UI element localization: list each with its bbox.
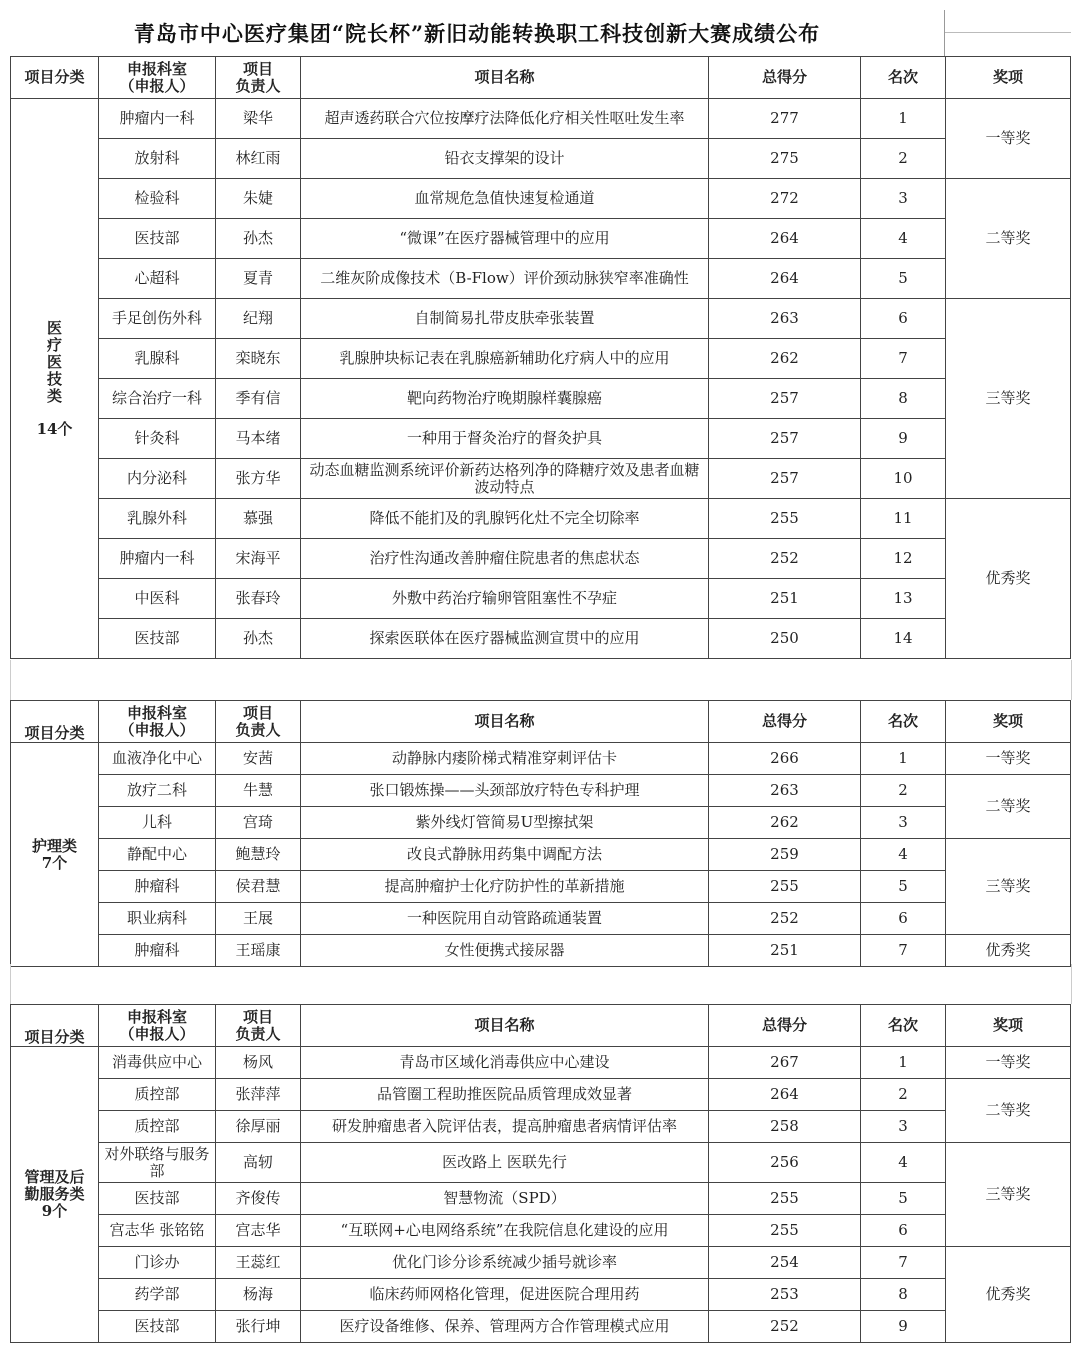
project-cell: 医改路上 医联先行 [301,1143,709,1183]
table-row [11,99,1071,139]
score-cell: 255 [709,1183,861,1215]
score-cell: 254 [709,1247,861,1279]
dept-cell: 医技部 [99,619,216,659]
lead-cell: 张方华 [216,459,301,499]
award-cell: 优秀奖 [946,1247,1071,1343]
project-cell: 铅衣支撑架的设计 [301,139,709,179]
project-cell: 外敷中药治疗输卵管阻塞性不孕症 [301,579,709,619]
award-cell: 三等奖 [946,1143,1071,1247]
project-cell: 动静脉内瘘阶梯式精准穿刺评估卡 [301,743,709,775]
dept-cell: 质控部 [99,1079,216,1111]
dept-cell: 内分泌科 [99,459,216,499]
project-cell: 智慧物流（SPD） [301,1183,709,1215]
dept-cell: 检验科 [99,179,216,219]
table-row [11,539,1071,579]
rank-cell: 7 [861,339,946,379]
header-project: 项目名称 [301,701,709,743]
score-cell: 258 [709,1111,861,1143]
header-dept [99,701,216,743]
score-cell: 252 [709,539,861,579]
dept-cell: 对外联络与服务部 [99,1143,216,1183]
score-cell: 256 [709,1143,861,1183]
table-row [11,1111,1071,1143]
lead-cell: 朱婕 [216,179,301,219]
category-name [13,320,96,405]
rank-cell: 9 [861,419,946,459]
header-dept-line1: 申报科室 [126,59,187,78]
award-cell: 优秀奖 [946,499,1071,659]
project-cell: 紫外线灯管简易U型擦拭架 [301,807,709,839]
dept-cell: 中医科 [99,579,216,619]
rank-cell: 2 [861,1079,946,1111]
rank-cell: 6 [861,1215,946,1247]
table-row [11,935,1071,967]
dept-cell: 放射科 [99,139,216,179]
header-lead [216,57,301,99]
project-cell: 一种用于督灸治疗的督灸护具 [301,419,709,459]
table-row [11,775,1071,807]
table-row [11,1215,1071,1247]
score-cell: 264 [709,1079,861,1111]
rank-cell: 11 [861,499,946,539]
lead-cell: 侯君慧 [216,871,301,903]
rank-cell: 12 [861,539,946,579]
lead-cell: 鲍慧玲 [216,839,301,871]
dept-cell: 针灸科 [99,419,216,459]
project-cell: 自制简易扎带皮肤牵张装置 [301,299,709,339]
table-row [11,871,1071,903]
category-char: 医 [46,352,62,371]
lead-cell: 梁华 [216,99,301,139]
award-cell: 一等奖 [946,743,1071,775]
rank-cell: 2 [861,139,946,179]
score-cell: 250 [709,619,861,659]
dept-cell: 手足创伤外科 [99,299,216,339]
project-cell: 提高肿瘤护士化疗防护性的革新措施 [301,871,709,903]
lead-cell: 张行坤 [216,1311,301,1343]
award-cell: 二等奖 [946,1079,1071,1143]
lead-cell: 宫琦 [216,807,301,839]
header-project: 项目名称 [301,57,709,99]
category-name-line2: 勤服务类 [24,1185,85,1203]
results-table-management [10,1004,1071,1343]
lead-cell: 王展 [216,903,301,935]
table-row [11,1247,1071,1279]
lead-cell: 夏青 [216,259,301,299]
empty-grid-cell [944,10,1071,56]
score-cell: 257 [709,459,861,499]
dept-cell: 儿科 [99,807,216,839]
table-row [11,579,1071,619]
category-count: 9个 [41,1202,68,1220]
project-cell: 探索医联体在医疗器械监测宣贯中的应用 [301,619,709,659]
project-cell: 优化门诊分诊系统减少插号就诊率 [301,1247,709,1279]
score-cell: 264 [709,259,861,299]
rank-cell: 2 [861,775,946,807]
rank-cell: 5 [861,871,946,903]
score-cell: 253 [709,1279,861,1311]
dept-cell: 放疗二科 [99,775,216,807]
header-award: 奖项 [946,701,1071,743]
header-lead [216,1005,301,1047]
score-cell: 266 [709,743,861,775]
project-cell: 动态血糖监测系统评价新药达格列净的降糖疗效及患者血糖波动特点 [301,459,709,499]
header-lead-line1: 项目 [242,59,273,78]
header-score: 总得分 [709,1005,861,1047]
category-count: 14个 [36,419,73,438]
header-row [11,57,1071,99]
score-cell: 262 [709,339,861,379]
dept-cell: 心超科 [99,259,216,299]
header-dept-line2: （申报人） [119,76,195,95]
award-cell: 一等奖 [946,1047,1071,1079]
lead-cell: 杨海 [216,1279,301,1311]
table-row [11,1143,1071,1183]
header-dept-line2: （申报人） [119,1024,195,1043]
lead-cell: 慕强 [216,499,301,539]
score-cell: 251 [709,935,861,967]
award-cell: 优秀奖 [946,935,1071,967]
spacer-row [10,964,1072,1004]
project-cell: 二维灰阶成像技术（B-Flow）评价颈动脉狭窄率准确性 [301,259,709,299]
lead-cell: 栾晓东 [216,339,301,379]
dept-cell: 药学部 [99,1279,216,1311]
rank-cell: 4 [861,219,946,259]
category-name: 护理类 [31,836,77,855]
category-char: 医 [46,318,62,337]
lead-cell: 宫志华 [216,1215,301,1247]
header-category: 项目分类 [11,57,99,99]
award-cell: 一等奖 [946,99,1071,179]
rank-cell: 10 [861,459,946,499]
header-score: 总得分 [709,701,861,743]
project-cell: 超声透药联合穴位按摩疗法降低化疗相关性呕吐发生率 [301,99,709,139]
score-cell: 267 [709,1047,861,1079]
header-project: 项目名称 [301,1005,709,1047]
table-row [11,379,1071,419]
header-lead [216,701,301,743]
project-cell: 研发肿瘤患者入院评估表，提高肿瘤患者病情评估率 [301,1111,709,1143]
table-row [11,459,1071,499]
project-cell: 靶向药物治疗晚期腺样囊腺癌 [301,379,709,419]
rank-cell: 9 [861,1311,946,1343]
score-cell: 259 [709,839,861,871]
rank-cell: 5 [861,1183,946,1215]
header-lead-line2: 负责人 [235,1024,281,1043]
header-rank: 名次 [861,701,946,743]
table-row [11,499,1071,539]
dept-cell: 宫志华 张铭铭 [99,1215,216,1247]
rank-cell: 3 [861,179,946,219]
table-row [11,139,1071,179]
dept-cell: 肿瘤内一科 [99,99,216,139]
header-dept [99,1005,216,1047]
score-cell: 264 [709,219,861,259]
spacer-row [10,660,1072,700]
project-cell: 张口锻炼操——头颈部放疗特色专科护理 [301,775,709,807]
score-cell: 275 [709,139,861,179]
project-cell: 医疗设备维修、保养、管理两方合作管理模式应用 [301,1311,709,1343]
table-row [11,807,1071,839]
lead-cell: 王瑶康 [216,935,301,967]
results-table-medical [10,56,1071,659]
dept-cell: 门诊办 [99,1247,216,1279]
table-row [11,1183,1071,1215]
header-dept-line2: （申报人） [119,720,195,739]
lead-cell: 林红雨 [216,139,301,179]
header-dept [99,57,216,99]
lead-cell: 安茜 [216,743,301,775]
project-cell: “互联网+心电网络系统”在我院信息化建设的应用 [301,1215,709,1247]
rank-cell: 1 [861,99,946,139]
table-row [11,419,1071,459]
score-cell: 255 [709,871,861,903]
project-cell: 品管圈工程助推医院品质管理成效显著 [301,1079,709,1111]
table-row [11,903,1071,935]
project-cell: 治疗性沟通改善肿瘤住院患者的焦虑状态 [301,539,709,579]
dept-cell: 肿瘤科 [99,871,216,903]
score-cell: 263 [709,299,861,339]
lead-cell: 季有信 [216,379,301,419]
table-row [11,219,1071,259]
project-cell: 女性便携式接尿器 [301,935,709,967]
lead-cell: 宋海平 [216,539,301,579]
category-cell [11,743,99,967]
dept-cell: 医技部 [99,1311,216,1343]
header-category: 项目分类 [11,701,99,743]
table-row [11,1047,1071,1079]
table-row [11,619,1071,659]
rank-cell: 3 [861,807,946,839]
header-rank: 名次 [861,1005,946,1047]
project-cell: 一种医院用自动管路疏通装置 [301,903,709,935]
table-row [11,1079,1071,1111]
table-row [11,299,1071,339]
lead-cell: 孙杰 [216,219,301,259]
rank-cell: 8 [861,379,946,419]
lead-cell: 马本绪 [216,419,301,459]
rank-cell: 1 [861,1047,946,1079]
category-cell [11,99,99,659]
award-cell: 三等奖 [946,299,1071,499]
rank-cell: 14 [861,619,946,659]
table-row [11,179,1071,219]
header-lead-line1: 项目 [242,1007,273,1026]
award-cell: 二等奖 [946,775,1071,839]
category-name-line1: 管理及后 [24,1168,85,1186]
dept-cell: 乳腺外科 [99,499,216,539]
lead-cell: 牛慧 [216,775,301,807]
header-rank: 名次 [861,57,946,99]
rank-cell: 1 [861,743,946,775]
project-cell: “微课”在医疗器械管理中的应用 [301,219,709,259]
score-cell: 255 [709,1215,861,1247]
rank-cell: 4 [861,1143,946,1183]
header-lead-line2: 负责人 [235,720,281,739]
category-cell [11,1047,99,1343]
score-cell: 263 [709,775,861,807]
score-cell: 252 [709,903,861,935]
score-cell: 272 [709,179,861,219]
rank-cell: 6 [861,299,946,339]
header-category: 项目分类 [11,1005,99,1047]
score-cell: 257 [709,419,861,459]
category-char: 疗 [46,335,62,354]
dept-cell: 消毒供应中心 [99,1047,216,1079]
lead-cell: 孙杰 [216,619,301,659]
results-table-nursing [10,700,1071,967]
rank-cell: 13 [861,579,946,619]
dept-cell: 医技部 [99,1183,216,1215]
dept-cell: 静配中心 [99,839,216,871]
header-row [11,701,1071,743]
table-row [11,339,1071,379]
dept-cell: 质控部 [99,1111,216,1143]
category-char: 技 [46,369,62,388]
header-award: 奖项 [946,1005,1071,1047]
table-row [11,1279,1071,1311]
dept-cell: 肿瘤科 [99,935,216,967]
rank-cell: 4 [861,839,946,871]
table-row [11,259,1071,299]
lead-cell: 齐俊传 [216,1183,301,1215]
dept-cell: 医技部 [99,219,216,259]
project-cell: 降低不能扪及的乳腺钙化灶不完全切除率 [301,499,709,539]
category-char: 类 [46,386,62,405]
lead-cell: 张萍萍 [216,1079,301,1111]
score-cell: 257 [709,379,861,419]
dept-cell: 肿瘤内一科 [99,539,216,579]
lead-cell: 徐厚丽 [216,1111,301,1143]
lead-cell: 杨风 [216,1047,301,1079]
rank-cell: 3 [861,1111,946,1143]
table-row [11,839,1071,871]
rank-cell: 8 [861,1279,946,1311]
page-title: 青岛市中心医疗集团“院长杯”新旧动能转换职工科技创新大赛成绩公布 [133,21,821,46]
header-score: 总得分 [709,57,861,99]
lead-cell: 高轫 [216,1143,301,1183]
header-award: 奖项 [946,57,1071,99]
header-dept-line1: 申报科室 [126,1007,187,1026]
rank-cell: 5 [861,259,946,299]
score-cell: 255 [709,499,861,539]
project-cell: 临床药师网格化管理，促进医院合理用药 [301,1279,709,1311]
lead-cell: 王蕊红 [216,1247,301,1279]
project-cell: 改良式静脉用药集中调配方法 [301,839,709,871]
category-count: 7个 [41,853,68,872]
rank-cell: 7 [861,1247,946,1279]
table-row [11,1311,1071,1343]
project-cell: 血常规危急值快速复检通道 [301,179,709,219]
project-cell: 青岛市区域化消毒供应中心建设 [301,1047,709,1079]
table-row [11,743,1071,775]
header-row [11,1005,1071,1047]
dept-cell: 综合治疗一科 [99,379,216,419]
lead-cell: 张春玲 [216,579,301,619]
rank-cell: 6 [861,903,946,935]
lead-cell: 纪翔 [216,299,301,339]
rank-cell: 7 [861,935,946,967]
score-cell: 277 [709,99,861,139]
header-dept-line1: 申报科室 [126,703,187,722]
score-cell: 262 [709,807,861,839]
score-cell: 251 [709,579,861,619]
dept-cell: 职业病科 [99,903,216,935]
dept-cell: 血液净化中心 [99,743,216,775]
header-lead-line2: 负责人 [235,76,281,95]
award-cell: 三等奖 [946,839,1071,935]
project-cell: 乳腺肿块标记表在乳腺癌新辅助化疗病人中的应用 [301,339,709,379]
award-cell: 二等奖 [946,179,1071,299]
dept-cell: 乳腺科 [99,339,216,379]
header-lead-line1: 项目 [242,703,273,722]
score-cell: 252 [709,1311,861,1343]
